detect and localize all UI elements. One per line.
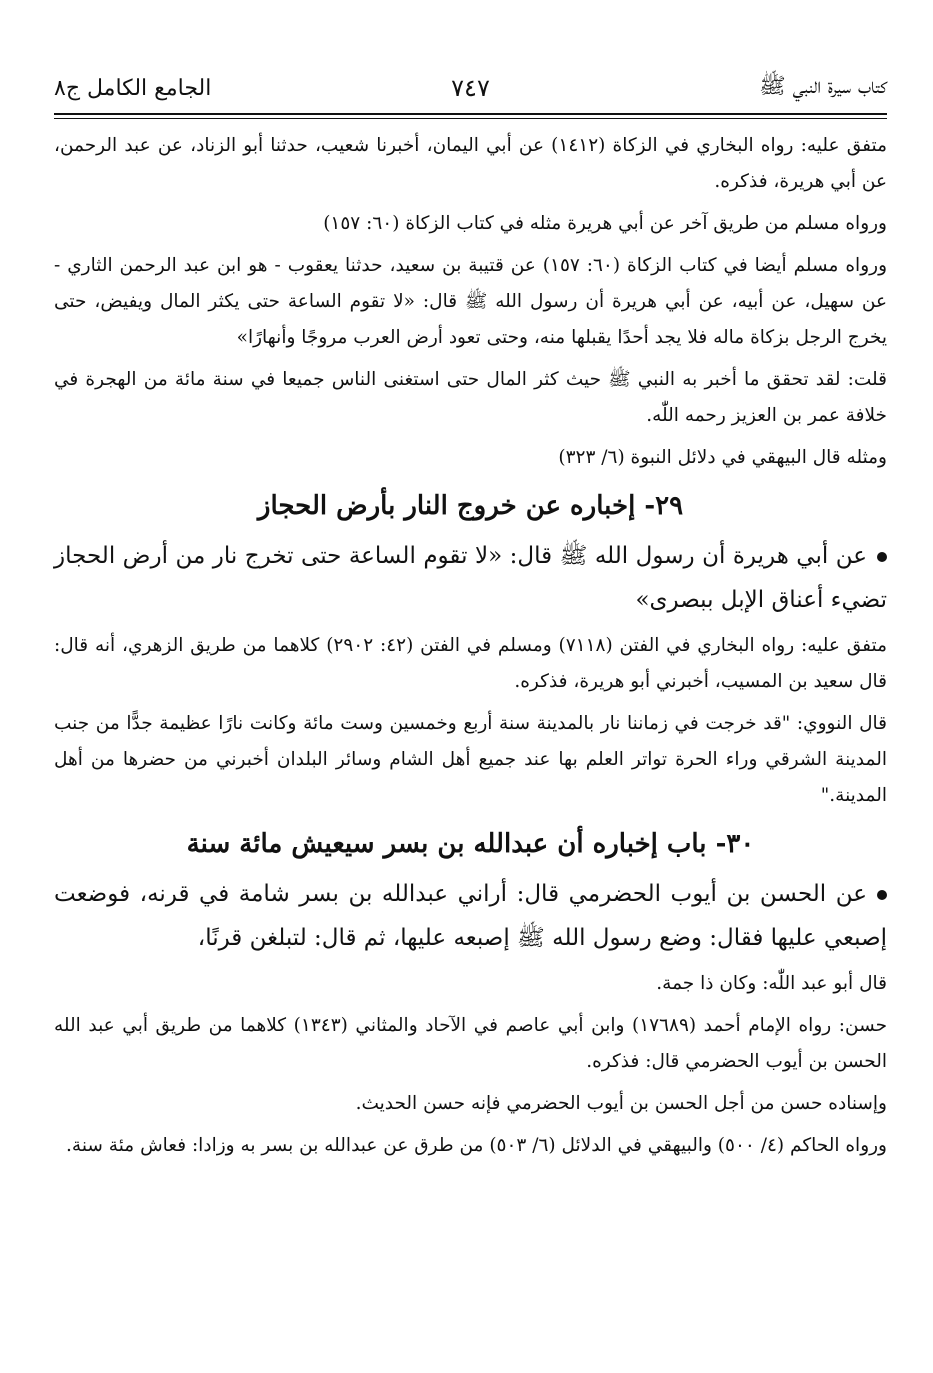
header-rule-thin bbox=[54, 118, 887, 119]
paragraph: ورواه مسلم من طريق آخر عن أبي هريرة مثله في كتاب الزكاة (٦٠: ١٥٧) bbox=[323, 213, 887, 234]
hadith-text bbox=[54, 872, 887, 960]
paragraph: متفق عليه: رواه البخاري في الفتن (٧١١٨) ومسلم في الفتن (٤٢: ٢٩٠٢) كلاهما من طريق الزهري، أنه قال: قال سعيد بن المسيب، أخبرني أبو هريرة، فذكره. bbox=[54, 635, 888, 692]
hadith-text bbox=[54, 534, 887, 622]
bullet-icon bbox=[877, 552, 887, 562]
paragraph: ورواه الحاكم (٤/ ٥٠٠) والبيهقي في الدلائل (٦/ ٥٠٣) من طرق عن عبدالله بن بسر به وزادا: فعاش مئة سنة. bbox=[66, 1135, 887, 1156]
bullet-icon bbox=[877, 890, 887, 900]
paragraph: ورواه مسلم أيضا في كتاب الزكاة (٦٠: ١٥٧) عن قتيبة بن سعيد، حدثنا يعقوب - هو ابن عبد الرحمن الثاري - عن سهيل، عن أبيه، عن أبي هريرة أن رسول الله ﷺ قال: «لا تقوم الساعة حتى يكثر المال ويفيض، حتى يخرج الرجل بزكاة ماله فلا يجد أحدًا يقبلها منه، وحتى تعود أرض العرب مروجًا وأنهارًا» bbox=[54, 255, 887, 348]
paragraph: وإسناده حسن من أجل الحسن بن أيوب الحضرمي فإنه حسن الحديث. bbox=[355, 1093, 887, 1114]
paragraph: قال أبو عبد اللّٰه: وكان ذا جمة. bbox=[656, 973, 887, 994]
paragraph: ومثله قال البيهقي في دلائل النبوة (٦/ ٣٢٣) bbox=[558, 447, 887, 468]
page-number: ٧٤٧ bbox=[451, 74, 490, 102]
volume-title: الجامع الكامل ج٨ bbox=[54, 75, 212, 101]
page-body bbox=[54, 128, 887, 1170]
paragraph: متفق عليه: رواه البخاري في الزكاة (١٤١٢) عن أبي اليمان، أخبرنا شعيب، حدثنا أبو الزناد، عن عبد الرحمن، عن أبي هريرة، فذكره. bbox=[54, 135, 887, 192]
header-rule-thick bbox=[54, 113, 887, 115]
chapter-heading: ٢٩- إخباره عن خروج النار بأرض الحجاز bbox=[257, 491, 684, 521]
hadith-body: عن أبي هريرة أن رسول الله ﷺ قال: «لا تقوم الساعة حتى تخرج نار من أرض الحجاز تضيء أعناق الإبل ببصرى» bbox=[54, 543, 887, 613]
chapter-heading: ٣٠- باب إخباره أن عبدالله بن بسر سيعيش مائة سنة bbox=[186, 829, 755, 859]
book-title: كتاب سيرة النبي ﷺ bbox=[759, 74, 887, 99]
running-header bbox=[54, 66, 887, 110]
paragraph: قال النووي: "قد خرجت في زماننا نار بالمدينة سنة أربع وخمسين وست مائة وكانت نارًا عظيمة جدًّا من جنب المدينة الشرقي وراء الحرة تواتر العلم بها عند جميع أهل الشام وسائر البلدان أخبرني من حضرها من أهل المدينة." bbox=[54, 713, 887, 806]
paragraph: قلت: لقد تحقق ما أخبر به النبي ﷺ حيث كثر المال حتى استغنى الناس جميعا في سنة مائة من الهجرة في خلافة عمر بن العزيز رحمه اللّٰه. bbox=[54, 369, 887, 426]
hadith-body: عن الحسن بن أيوب الحضرمي قال: أراني عبدالله بن بسر شامة في قرنه، فوضعت إصبعي عليها فقال: وضع رسول الله ﷺ إصبعه عليها، ثم قال: لتبلغن قرنًا، bbox=[54, 881, 887, 951]
paragraph: حسن: رواه الإمام أحمد (١٧٦٨٩) وابن أبي عاصم في الآحاد والمثاني (١٣٤٣) كلاهما من طريق أبي عبد الله الحسن بن أيوب الحضرمي قال: فذكره. bbox=[54, 1015, 888, 1072]
